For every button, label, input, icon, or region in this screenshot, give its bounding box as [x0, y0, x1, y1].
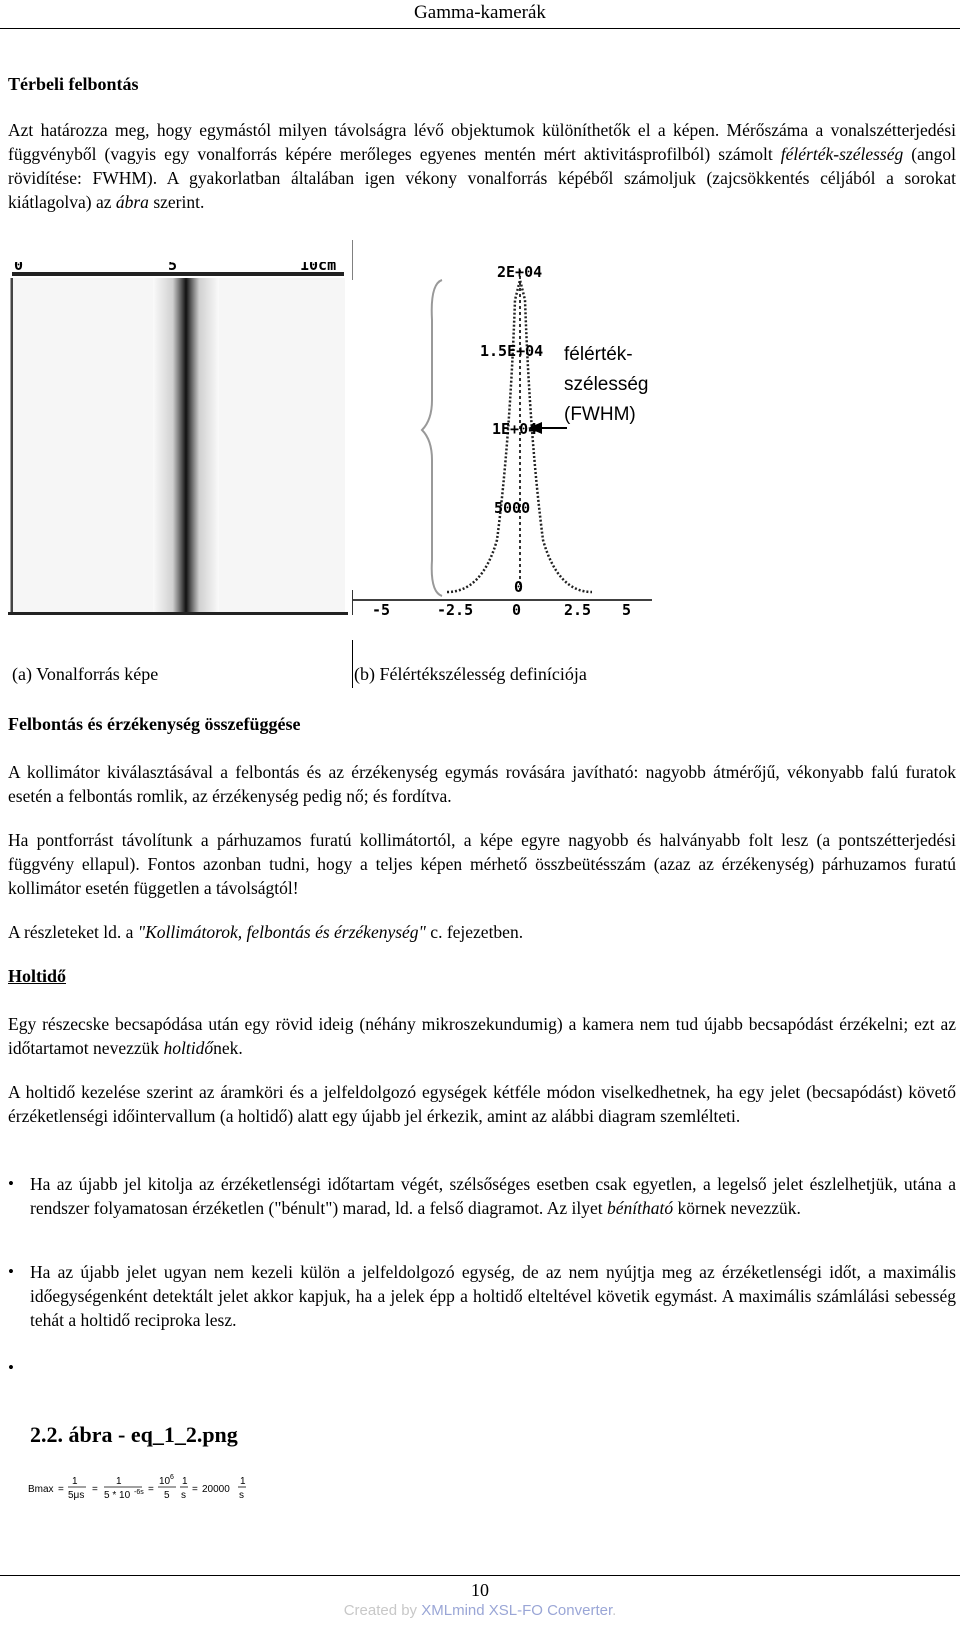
- svg-text:6: 6: [170, 1474, 174, 1481]
- svg-text:1: 1: [116, 1476, 122, 1487]
- line-source-figure: [8, 262, 356, 642]
- svg-text:Bmax: Bmax: [28, 1484, 54, 1495]
- y-tick-1e4: 1E+04: [492, 420, 538, 438]
- caption-a: (a) Vonalforrás képe: [12, 664, 159, 684]
- svg-text:5μs: 5μs: [68, 1490, 85, 1501]
- paragraph-dead-time-handling: A holtidő kezelése szerint az áramköri és a jelfeldolgozó egységek kétféle módon viselkedhetnek, ha egy jelet (becsapódást) követő érzéketlenségi időintervallum (a holtidő) alatt egy újabb jel érkezik, amint az alábbi diagram szemlélteti.: [8, 1082, 956, 1126]
- equation-formula: [24, 1472, 284, 1506]
- figure-title: 2.2. ábra - eq_1_2.png: [30, 1422, 238, 1447]
- y-tick-0: 0: [514, 578, 524, 596]
- x-tick-neg5: -5: [372, 601, 391, 619]
- list-item-paralyzable: Ha az újabb jel kitolja az érzéketlenségi időtartam végét, szélsőséges esetben csak egyetlen, a legelső jelet észlelhetjük, utána a rendszer folyamatosan érzéketlen ("bénult") marad, ld. a felső diagramot. Az ilyet bénítható körnek nevezzük.: [30, 1174, 956, 1218]
- fwhm-label-3: (FWHM): [564, 404, 636, 425]
- bullet-3: •: [8, 1358, 14, 1377]
- svg-text:=: =: [58, 1484, 64, 1495]
- y-tick-2e4: 2E+04: [497, 263, 543, 281]
- svg-text:s: s: [181, 1490, 186, 1501]
- section-title-felbontas: Felbontás és érzékenység összefüggése: [8, 714, 301, 734]
- page-header-title: Gamma-kamerák: [414, 2, 546, 23]
- svg-text:1: 1: [182, 1476, 188, 1487]
- svg-text:-6s: -6s: [134, 1489, 144, 1496]
- svg-text:10: 10: [159, 1476, 171, 1487]
- paragraph-collimator: A kollimátor kiválasztásával a felbontás és az érzékenység egymás rovására javítható: nagyobb átmérőjű, vékonyabb falú furatok esetén a felbontás romlik, az érzékenység pedig nő; és fordítva.: [8, 762, 956, 806]
- fwhm-label-1: félérték-: [564, 344, 633, 365]
- svg-text:=: =: [92, 1484, 98, 1495]
- page-number: 10: [471, 1580, 489, 1600]
- y-tick-1-5e4: 1.5E+04: [480, 342, 544, 360]
- bullet-2: •: [8, 1262, 14, 1281]
- svg-text:20000: 20000: [202, 1484, 230, 1495]
- svg-text:=: =: [192, 1484, 198, 1495]
- paragraph-details: A részleteket ld. a "Kollimátorok, felbontás és érzékenység" c. fejezetben.: [8, 922, 524, 942]
- svg-text:=: =: [148, 1484, 154, 1495]
- x-tick-5: 5: [622, 601, 632, 619]
- equation-image: [24, 1472, 284, 1506]
- footer-rule: [0, 1575, 960, 1576]
- x-tick-0b: 0: [512, 601, 522, 619]
- created-by-notice: Created by XMLmind XSL-FO Converter.: [343, 1602, 617, 1619]
- x-tick-neg2-5: -2.5: [437, 601, 474, 619]
- svg-text:5 * 10: 5 * 10: [104, 1490, 131, 1501]
- section-title-terbeli: Térbeli felbontás: [8, 74, 139, 94]
- caption-b: (b) Félértékszélesség definíciója: [354, 664, 587, 684]
- figure-divider: [352, 640, 353, 688]
- svg-text:s: s: [239, 1490, 244, 1501]
- paragraph-point-source: Ha pontforrást távolítunk a párhuzamos furatú kollimátortól, a képe egyre nagyobb és halványabb folt lesz (a pontszétterjedési függvény ellapul). Fontos azonban tudni, hogy a teljes képen mérhető összbeütésszám (azaz az érzékenység) párhuzamos furatú kollimátor esetén független a távolságtól!: [8, 830, 956, 898]
- fwhm-label-2: szélesség: [564, 374, 649, 395]
- x-tick-2-5: 2.5: [564, 601, 592, 619]
- section-title-holtido: Holtidő: [8, 966, 67, 986]
- svg-text:5: 5: [164, 1490, 170, 1501]
- x-tick-5: 5: [168, 262, 178, 274]
- x-tick-10cm: 10cm: [300, 262, 337, 274]
- paragraph-spatial-resolution: Azt határozza meg, hogy egymástól milyen távolságra lévő objektumok különíthetők el a képen. Mérőszáma a vonalszétterjedési függvényből (vagyis egy vonalforrás képére merőleges egyenes mentén mért aktivitásprofilból) számolt félérték-szélesség (angol rövidítése: FWHM). A gyakorlatban általában igen vékony vonalforrás képéből számoljuk (zajcsökkentés céljából a sorokat kiátlagolva) az ábra szerint.: [8, 120, 956, 212]
- y-tick-5000: 5000: [494, 499, 531, 517]
- bullet-1: •: [8, 1174, 14, 1193]
- list-item-non-paralyzable: Ha az újabb jelet ugyan nem kezeli külön a jelfeldolgozó egység, de az nem nyújtja meg az érzéketlenségi időt, a maximális időegységenként detektált jelet akkor kapjuk, ha a jelek épp a holtidő elteltével követik egymást. A maximális számlálási sebesség tehát a holtidő reciproka lesz.: [30, 1262, 956, 1330]
- fwhm-figure: [352, 240, 677, 640]
- fwhm-plot: [352, 240, 677, 640]
- paragraph-dead-time: Egy részecske becsapódása után egy rövid ideig (néhány mikroszekundumig) a kamera nem tud újabb becsapódást érzékelni; ezt az időtartamot nevezzük holtidőnek.: [8, 1014, 956, 1058]
- x-tick-0: 0: [14, 262, 24, 274]
- svg-text:1: 1: [240, 1476, 246, 1487]
- svg-text:1: 1: [72, 1476, 78, 1487]
- line-source-image: [8, 262, 356, 642]
- page-header: [0, 0, 960, 29]
